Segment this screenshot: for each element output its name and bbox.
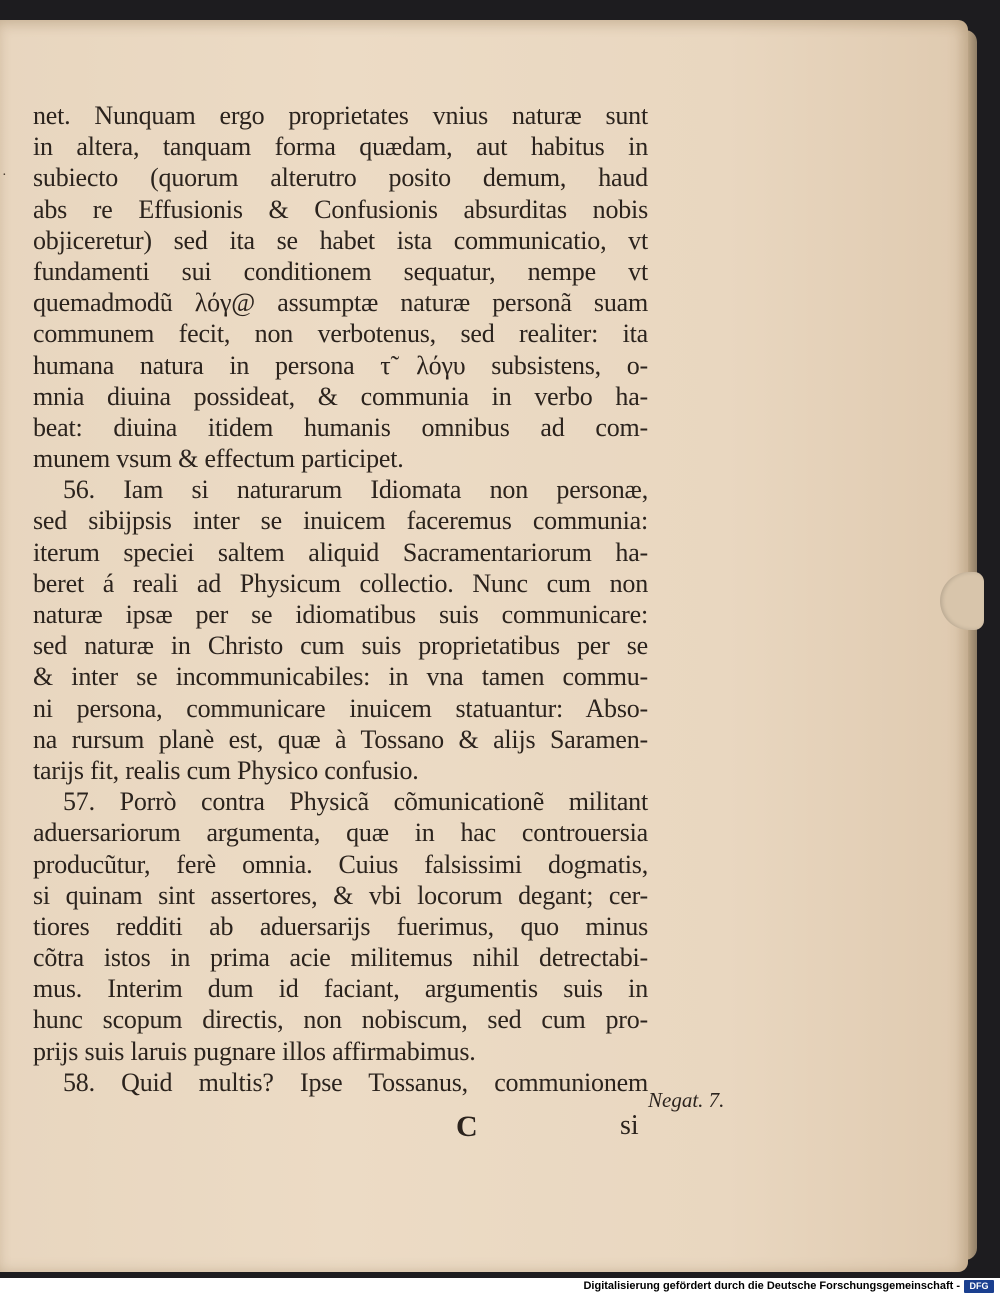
text-line: abs re Effusionis & Confusionis absurditas nobis bbox=[33, 194, 648, 224]
dfg-logo-icon[interactable]: DFG bbox=[964, 1280, 994, 1293]
text-line: communem fecit, non verbotenus, sed realiter: ita bbox=[33, 319, 648, 349]
text-line: na rursum planè est, quæ à Tossano & alijs Saramen- bbox=[33, 724, 648, 754]
text-line: aduersariorum argumenta, quæ in hac controuersia bbox=[33, 818, 648, 848]
text-line: objiceretur) sed ita se habet ista communicatio, vt bbox=[33, 225, 648, 255]
marginal-note: Negat. 7. bbox=[648, 1088, 725, 1112]
footer-bar bbox=[0, 1278, 1000, 1297]
text-line: ni persona, communicare inuicem statuantur: Abso- bbox=[33, 693, 648, 723]
text-line: tiores redditi ab aduersarijs fuerimus, quo minus bbox=[33, 911, 648, 941]
funding-credit: Digitalisierung gefördert durch die Deutsche Forschungsgemeinschaft - bbox=[583, 1280, 960, 1292]
body-text bbox=[33, 100, 648, 1098]
text-line: subiecto (quorum alterutro posito demum, haud bbox=[33, 163, 648, 193]
text-line: producũtur, ferè omnia. Cuius falsissimi dogmatis, bbox=[33, 849, 648, 879]
text-line: mnia diuina possideat, & communia in verbo ha- bbox=[33, 381, 648, 411]
text-line: cõtra istos in prima acie militemus nihil detrectabi- bbox=[33, 943, 648, 973]
text-line: & inter se incommunicabiles: in vna tamen commu- bbox=[33, 662, 648, 692]
text-line: net. Nunquam ergo proprietates vnius naturæ sunt bbox=[33, 101, 648, 130]
text-line: iterum speciei saltem aliquid Sacramentariorum ha- bbox=[33, 537, 648, 567]
text-line: sed naturæ in Christo cum suis proprietatibus per se bbox=[33, 631, 648, 661]
text-line: prijs suis laruis pugnare illos affirmabimus. bbox=[33, 1036, 476, 1066]
text-line: in altera, tanquam forma quædam, aut habitus in bbox=[33, 132, 648, 162]
text-line: beat: diuina itidem humanis omnibus ad com- bbox=[33, 412, 648, 442]
text-line: beret á reali ad Physicum collectio. Nunc cum non bbox=[33, 568, 648, 598]
text-line: si quinam sint assertores, & vbi locorum degant; cer- bbox=[33, 880, 648, 910]
paragraph-58-start: 58. Quid multis? Ipse Tossanus, communionem bbox=[63, 1067, 648, 1097]
text-line: tarijs fit, realis cum Physico confusio. bbox=[33, 755, 419, 785]
text-line: munem vsum & effectum participet. bbox=[33, 444, 404, 474]
paragraph-57-start: 57. Porrò contra Physicã cõmunicationẽ militant bbox=[63, 787, 648, 817]
text-line: hunc scopum directis, non nobiscum, sed cum pro- bbox=[33, 1005, 648, 1035]
signature-mark: C bbox=[456, 1110, 478, 1143]
margin-mark-icon: · bbox=[2, 168, 7, 183]
text-line: sed sibijpsis inter se inuicem faceremus communia: bbox=[33, 506, 648, 536]
catchword: si bbox=[620, 1110, 639, 1141]
text-line: fundamenti sui conditionem sequatur, nempe vt bbox=[33, 256, 648, 286]
text-line: naturæ ipsæ per se idiomatibus suis communicare: bbox=[33, 600, 648, 629]
text-line: humana natura in persona τ̃ λόγυ subsistens, o- bbox=[33, 350, 648, 380]
paragraph-56-start: 56. Iam si naturarum Idiomata non personæ, bbox=[63, 475, 648, 505]
text-line: quemadmodũ λόγ@ assumptæ naturæ personã suam bbox=[33, 288, 648, 318]
text-line: mus. Interim dum id faciant, argumentis suis in bbox=[33, 974, 648, 1004]
